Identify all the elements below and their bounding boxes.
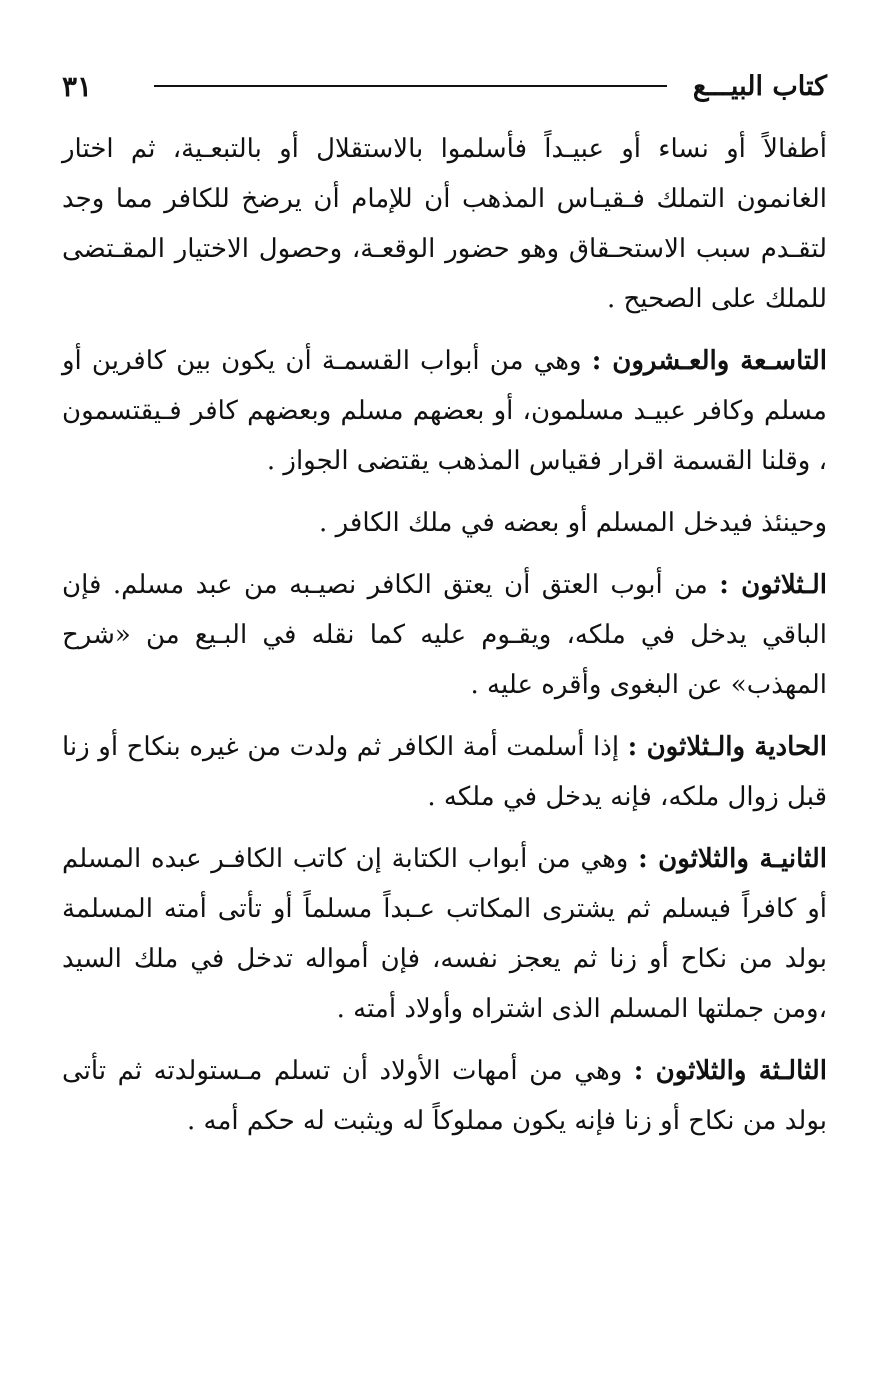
paragraph-text: وهي من أبواب القسمـة أن يكون بين كافرين أو مسلم وكافر عبيـد مسلمون، أو بعضهم مسلم وبعضهم كافر فـيقتسمون ، وقلنا القسمة اقرار فقياس المذهب يقتضى الجواز . (62, 346, 827, 476)
paragraph-7 (62, 1046, 827, 1146)
paragraph-text: أطفالاً أو نساء أو عبيـداً فأسلموا بالاستقلال أو بالتبعـية، ثم اختار الغانمون التملك فـقيـاس المذهب أن للإمام أن يرضخ للكافر مما وجد لتقـدم سبب الاستحـقاق وهو حضور الوقعـة، وحصول الاختيار المقـتضى للملك على الصحيح . (62, 134, 827, 314)
paragraph-3 (62, 498, 827, 548)
paragraph-text: وهي من أمهات الأولاد أن تسلم مـستولدته ثم تأتى بولد من نكاح أو زنا فإنه يكون مملوكاً له ويثبت له حكم أمه . (62, 1056, 827, 1136)
paragraph-lead: الثالـثة والثلاثون : (633, 1056, 827, 1086)
page-number: ٣١ (62, 69, 93, 103)
paragraph-5 (62, 722, 827, 822)
paragraph-lead: الحادية والـثلاثون : (627, 732, 827, 762)
header-rule (154, 85, 667, 87)
body-text (62, 124, 827, 1158)
paragraph-text: إذا أسلمت أمة الكافر ثم ولدت من غيره بنكاح أو زنا قبل زوال ملكه، فإنه يدخل في ملكه . (62, 732, 827, 812)
paragraph-lead: الثانيـة والثلاثون : (638, 844, 827, 874)
paragraph-lead: الـثلاثون : (719, 570, 827, 600)
page-header (62, 66, 827, 106)
paragraph-text: وهي من أبواب الكتابة إن كاتب الكافـر عبده المسلم أو كافراً فيسلم ثم يشترى المكاتب عـبداً مسلماً أو تأتى أمته المسلمة بولد من نكاح أو زنا ثم يعجز نفسه، فإن أمواله تدخل في ملك السيد ،ومن جملتها المسلم الذى اشتراه وأولاد أمته . (62, 844, 827, 1024)
chapter-title: كتاب البيـــع (692, 70, 827, 102)
paragraph-4 (62, 560, 827, 710)
paragraph-2 (62, 336, 827, 486)
paragraph-text: من أبوب العتق أن يعتق الكافر نصيـبه من عبد مسلم. فإن الباقي يدخل في ملكه، ويقـوم عليه كما نقله في البـيع من «شرح المهذب» عن البغوى وأقره عليه . (62, 570, 827, 700)
paragraph-6 (62, 834, 827, 1034)
paragraph-lead: التاسـعة والعـشرون : (591, 346, 827, 376)
paragraph-1 (62, 124, 827, 324)
paragraph-text: وحينئذ فيدخل المسلم أو بعضه في ملك الكافر . (319, 508, 827, 538)
